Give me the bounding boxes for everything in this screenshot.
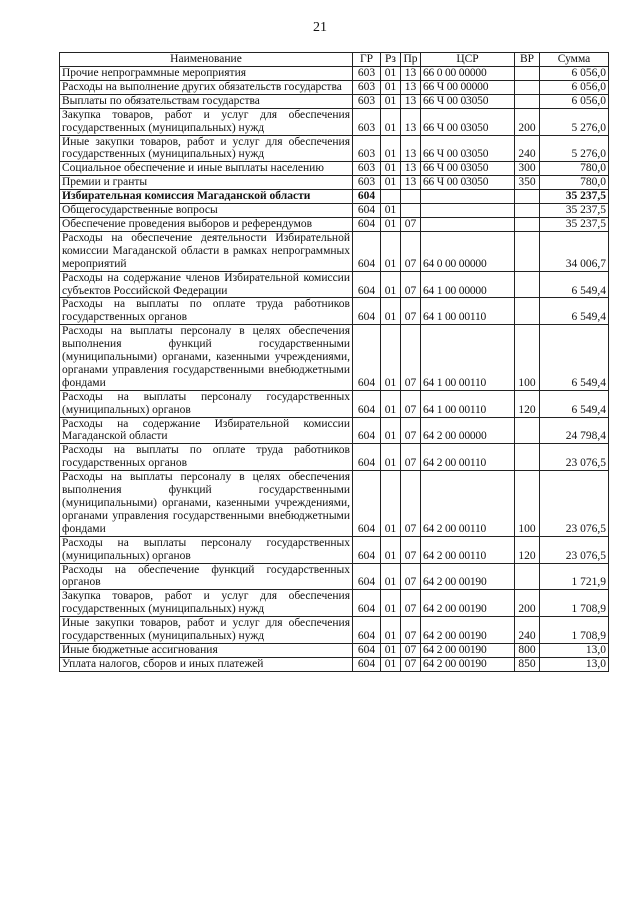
cell-sum: 23 076,5 [540, 444, 609, 471]
cell-pr: 07 [401, 617, 421, 644]
cell-csr: 66 Ч 00 03050 [421, 108, 515, 135]
table-row [60, 325, 609, 391]
cell-csr: 66 Ч 00 03050 [421, 162, 515, 176]
cell-name: Выплаты по обязательствам государства [60, 94, 353, 108]
cell-gr: 604 [353, 217, 381, 231]
cell-vr [515, 231, 540, 271]
cell-name: Расходы на выплаты по оплате труда работников государственных органов [60, 444, 353, 471]
cell-name: Расходы на содержание членов Избирательной комиссии субъектов Российской Федерации [60, 271, 353, 298]
cell-sum: 1 708,9 [540, 590, 609, 617]
table-row [60, 590, 609, 617]
cell-gr: 604 [353, 536, 381, 563]
cell-name: Обеспечение проведения выборов и референдумов [60, 217, 353, 231]
cell-rz [381, 190, 401, 204]
cell-pr: 13 [401, 80, 421, 94]
table-row [60, 176, 609, 190]
cell-gr: 603 [353, 94, 381, 108]
cell-sum: 1 708,9 [540, 617, 609, 644]
cell-gr: 604 [353, 298, 381, 325]
table-row [60, 204, 609, 218]
cell-rz: 01 [381, 643, 401, 657]
cell-gr: 604 [353, 657, 381, 671]
cell-name: Закупка товаров, работ и услуг для обеспечения государственных (муниципальных) нужд [60, 108, 353, 135]
cell-vr [515, 217, 540, 231]
cell-name: Иные бюджетные ассигнования [60, 643, 353, 657]
cell-vr [515, 417, 540, 444]
cell-rz: 01 [381, 162, 401, 176]
cell-vr [515, 444, 540, 471]
cell-pr: 07 [401, 563, 421, 590]
cell-csr: 64 2 00 00110 [421, 444, 515, 471]
cell-rz: 01 [381, 94, 401, 108]
cell-csr: 64 2 00 00190 [421, 563, 515, 590]
cell-gr: 604 [353, 190, 381, 204]
cell-pr: 07 [401, 231, 421, 271]
table-row [60, 67, 609, 81]
cell-csr: 64 2 00 00110 [421, 471, 515, 537]
cell-sum: 35 237,5 [540, 190, 609, 204]
cell-pr: 07 [401, 325, 421, 391]
cell-pr: 13 [401, 135, 421, 162]
cell-rz: 01 [381, 135, 401, 162]
cell-sum: 13,0 [540, 643, 609, 657]
cell-csr: 66 Ч 00 03050 [421, 94, 515, 108]
cell-sum: 6 549,4 [540, 271, 609, 298]
cell-vr: 800 [515, 643, 540, 657]
cell-gr: 604 [353, 617, 381, 644]
cell-rz: 01 [381, 176, 401, 190]
cell-gr: 604 [353, 390, 381, 417]
cell-pr: 13 [401, 108, 421, 135]
table-row [60, 390, 609, 417]
table-row [60, 298, 609, 325]
cell-csr: 64 2 00 00190 [421, 617, 515, 644]
table-row [60, 190, 609, 204]
cell-vr: 120 [515, 390, 540, 417]
cell-vr [515, 94, 540, 108]
cell-gr: 603 [353, 108, 381, 135]
cell-pr: 07 [401, 390, 421, 417]
cell-vr [515, 271, 540, 298]
cell-pr: 07 [401, 417, 421, 444]
cell-sum: 780,0 [540, 162, 609, 176]
cell-csr: 64 2 00 00190 [421, 657, 515, 671]
cell-name: Расходы на содержание Избирательной комиссии Магаданской области [60, 417, 353, 444]
cell-rz: 01 [381, 298, 401, 325]
table-row [60, 417, 609, 444]
cell-gr: 604 [353, 417, 381, 444]
table-header-row [60, 53, 609, 67]
header-rz: Рз [381, 53, 401, 67]
cell-name: Уплата налогов, сборов и иных платежей [60, 657, 353, 671]
cell-pr: 13 [401, 162, 421, 176]
cell-vr [515, 67, 540, 81]
cell-name: Иные закупки товаров, работ и услуг для обеспечения государственных (муниципальных) нужд [60, 617, 353, 644]
cell-csr: 64 0 00 00000 [421, 231, 515, 271]
cell-name: Расходы на выплаты по оплате труда работников государственных органов [60, 298, 353, 325]
budget-table [59, 52, 609, 672]
cell-name: Прочие непрограммные мероприятия [60, 67, 353, 81]
cell-sum: 6 549,4 [540, 325, 609, 391]
cell-name: Расходы на выплаты персоналу государственных (муниципальных) органов [60, 390, 353, 417]
table-row [60, 536, 609, 563]
cell-pr: 07 [401, 271, 421, 298]
cell-sum: 5 276,0 [540, 135, 609, 162]
cell-rz: 01 [381, 590, 401, 617]
cell-name: Расходы на обеспечение функций государственных органов [60, 563, 353, 590]
cell-csr: 66 0 00 00000 [421, 67, 515, 81]
cell-sum: 780,0 [540, 176, 609, 190]
table-row [60, 563, 609, 590]
cell-vr: 100 [515, 471, 540, 537]
cell-rz: 01 [381, 80, 401, 94]
cell-sum: 6 549,4 [540, 298, 609, 325]
cell-sum: 35 237,5 [540, 217, 609, 231]
cell-name: Общегосударственные вопросы [60, 204, 353, 218]
cell-vr: 240 [515, 617, 540, 644]
cell-vr: 200 [515, 108, 540, 135]
cell-gr: 603 [353, 80, 381, 94]
cell-rz: 01 [381, 67, 401, 81]
cell-rz: 01 [381, 563, 401, 590]
cell-sum: 23 076,5 [540, 536, 609, 563]
cell-rz: 01 [381, 536, 401, 563]
cell-rz: 01 [381, 617, 401, 644]
cell-gr: 604 [353, 271, 381, 298]
cell-gr: 604 [353, 590, 381, 617]
cell-csr: 66 Ч 00 00000 [421, 80, 515, 94]
cell-vr: 300 [515, 162, 540, 176]
cell-rz: 01 [381, 471, 401, 537]
cell-pr [401, 190, 421, 204]
cell-rz: 01 [381, 657, 401, 671]
header-gr: ГР [353, 53, 381, 67]
cell-name: Расходы на выплаты персоналу в целях обеспечения выполнения функций государственными (муниципальными) органами, казенными учреждениями, органами управления государственными внебюджетными фондами [60, 471, 353, 537]
header-vr: ВР [515, 53, 540, 67]
cell-vr: 850 [515, 657, 540, 671]
table-row [60, 444, 609, 471]
cell-rz: 01 [381, 325, 401, 391]
cell-gr: 604 [353, 643, 381, 657]
cell-name: Расходы на выплаты персоналу государственных (муниципальных) органов [60, 536, 353, 563]
cell-pr: 13 [401, 176, 421, 190]
cell-gr: 603 [353, 135, 381, 162]
cell-sum: 24 798,4 [540, 417, 609, 444]
table-row [60, 231, 609, 271]
cell-gr: 604 [353, 471, 381, 537]
cell-rz: 01 [381, 271, 401, 298]
cell-vr [515, 298, 540, 325]
table-row [60, 471, 609, 537]
cell-gr: 604 [353, 325, 381, 391]
cell-rz: 01 [381, 390, 401, 417]
cell-sum: 34 006,7 [540, 231, 609, 271]
cell-vr: 120 [515, 536, 540, 563]
cell-vr [515, 190, 540, 204]
cell-csr [421, 217, 515, 231]
cell-rz: 01 [381, 204, 401, 218]
cell-gr: 603 [353, 162, 381, 176]
cell-gr: 603 [353, 67, 381, 81]
cell-name: Расходы на выполнение других обязательств государства [60, 80, 353, 94]
cell-rz: 01 [381, 108, 401, 135]
table-row [60, 162, 609, 176]
header-sum: Сумма [540, 53, 609, 67]
cell-pr: 07 [401, 471, 421, 537]
cell-pr: 07 [401, 657, 421, 671]
cell-name: Расходы на выплаты персоналу в целях обеспечения выполнения функций государственными (муниципальными) органами, казенными учреждениями, органами управления государственными внебюджетными фондами [60, 325, 353, 391]
cell-vr [515, 80, 540, 94]
cell-csr: 64 2 00 00110 [421, 536, 515, 563]
cell-csr: 66 Ч 00 03050 [421, 135, 515, 162]
cell-sum: 1 721,9 [540, 563, 609, 590]
cell-sum: 13,0 [540, 657, 609, 671]
cell-gr: 604 [353, 563, 381, 590]
cell-rz: 01 [381, 444, 401, 471]
cell-csr: 64 2 00 00190 [421, 590, 515, 617]
cell-vr: 200 [515, 590, 540, 617]
cell-gr: 604 [353, 444, 381, 471]
cell-pr: 07 [401, 643, 421, 657]
header-pr: Пр [401, 53, 421, 67]
cell-pr: 07 [401, 217, 421, 231]
cell-rz: 01 [381, 231, 401, 271]
table-row [60, 108, 609, 135]
cell-csr: 64 2 00 00000 [421, 417, 515, 444]
cell-sum: 6 056,0 [540, 94, 609, 108]
cell-csr [421, 204, 515, 218]
cell-sum: 5 276,0 [540, 108, 609, 135]
cell-gr: 603 [353, 176, 381, 190]
table-row [60, 217, 609, 231]
cell-vr: 350 [515, 176, 540, 190]
cell-csr: 64 1 00 00110 [421, 390, 515, 417]
cell-pr [401, 204, 421, 218]
cell-rz: 01 [381, 417, 401, 444]
cell-name: Закупка товаров, работ и услуг для обеспечения государственных (муниципальных) нужд [60, 590, 353, 617]
cell-pr: 07 [401, 444, 421, 471]
cell-vr [515, 204, 540, 218]
table-row [60, 80, 609, 94]
cell-sum: 6 549,4 [540, 390, 609, 417]
cell-csr: 66 Ч 00 03050 [421, 176, 515, 190]
cell-sum: 35 237,5 [540, 204, 609, 218]
cell-rz: 01 [381, 217, 401, 231]
header-csr: ЦСР [421, 53, 515, 67]
cell-pr: 07 [401, 536, 421, 563]
cell-sum: 6 056,0 [540, 80, 609, 94]
header-name: Наименование [60, 53, 353, 67]
table-row [60, 94, 609, 108]
cell-name: Премии и гранты [60, 176, 353, 190]
table-row [60, 657, 609, 671]
table-row [60, 643, 609, 657]
cell-vr: 240 [515, 135, 540, 162]
cell-csr: 64 2 00 00190 [421, 643, 515, 657]
cell-vr: 100 [515, 325, 540, 391]
cell-gr: 604 [353, 231, 381, 271]
cell-csr: 64 1 00 00000 [421, 271, 515, 298]
cell-vr [515, 563, 540, 590]
cell-pr: 07 [401, 590, 421, 617]
cell-sum: 6 056,0 [540, 67, 609, 81]
cell-name: Социальное обеспечение и иные выплаты населению [60, 162, 353, 176]
cell-gr: 604 [353, 204, 381, 218]
page-number: 21 [313, 20, 327, 35]
cell-name: Расходы на обеспечение деятельности Избирательной комиссии Магаданской области в рамках непрограммных мероприятий [60, 231, 353, 271]
cell-csr [421, 190, 515, 204]
table-row [60, 271, 609, 298]
cell-pr: 13 [401, 94, 421, 108]
table-row [60, 135, 609, 162]
cell-pr: 13 [401, 67, 421, 81]
cell-name: Иные закупки товаров, работ и услуг для обеспечения государственных (муниципальных) нужд [60, 135, 353, 162]
cell-csr: 64 1 00 00110 [421, 298, 515, 325]
cell-name: Избирательная комиссия Магаданской области [60, 190, 353, 204]
cell-sum: 23 076,5 [540, 471, 609, 537]
cell-pr: 07 [401, 298, 421, 325]
cell-csr: 64 1 00 00110 [421, 325, 515, 391]
table-row [60, 617, 609, 644]
